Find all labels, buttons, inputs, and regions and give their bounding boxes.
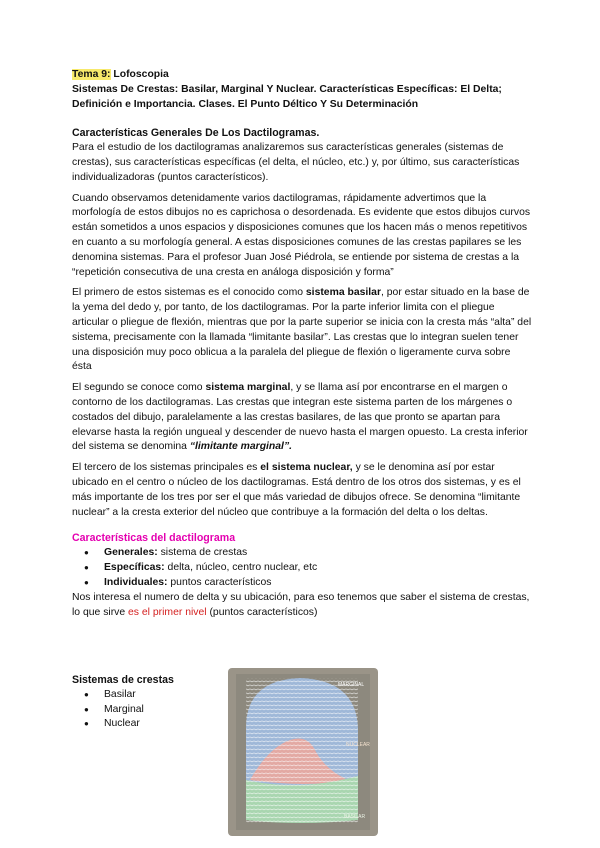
systems-list: [72, 688, 222, 732]
term-nuclear: el sistema nuclear,: [260, 462, 353, 474]
label-basilar: BASILAR: [344, 814, 366, 820]
text-run: , por estar situado en la base de la yema del dedo y, por tanto, de los dactilogramas. Por la parte inferior limita con el pliegue articular o pliegue de flexión, mientras que por la parte superior se inicia con la cresta más “alta” del sistema, precisamente con la llamada “limitante basilar”. Las crestas que lo integran suelen tener una disposición muy poco oblicua a la paralela del pliegue de flexión o ligeramente curva sobre ésta: [72, 287, 532, 373]
item-label: Individuales:: [104, 576, 168, 588]
label-marginal: MARGINAL: [338, 682, 365, 688]
paragraph-intro: Para el estudio de los dactilogramas analizaremos sus características generales (sistemas de crestas), sus características específicas (el delta, el núcleo, etc.) y, por último, sus características individualizadoras (puntos característicos).: [72, 142, 520, 183]
features-note: [72, 591, 532, 621]
systems-block: [72, 673, 222, 732]
systems-heading: Sistemas de crestas: [72, 674, 174, 686]
term-basilar: sistema basilar: [305, 287, 381, 299]
text-run: Nos interesa el numero de delta y su ubicación, para eso tenemos que saber el sistema de crestas, lo que sirve: [72, 591, 530, 618]
paragraph-basilar: [72, 286, 532, 375]
item-text: puntos característicos: [167, 576, 272, 588]
document-body: [72, 68, 532, 626]
fingerprint-figure: [228, 668, 378, 836]
title-block: [72, 68, 532, 112]
term-marginal: sistema marginal: [205, 382, 291, 394]
item-text: delta, núcleo, centro nuclear, etc: [164, 562, 318, 574]
text-run: y se le denomina así por estar ubicado en el centro o núcleo de los dactilogramas. Está dentro de los otros dos sistemas, y es el más importante de los tres por ser el que más variedad de dibujos ofrece. Se denomina “limitante nuclear” a la cresta exterior del núcleo que contribuye a la formación del delta o los deltas.: [72, 462, 521, 518]
item-text: sistema de crestas: [157, 547, 248, 559]
general-heading: Características Generales De Los Dactilogramas.: [72, 127, 320, 140]
list-item: ● Nuclear: [104, 717, 222, 732]
highlight-red: es el primer nivel: [128, 606, 207, 618]
subtitle: Sistemas De Crestas: Basilar, Marginal Y Nuclear. Características Específicas: El Delta; Definición e Importancia. Clases. El Punto Déltico Y Su Determinación: [72, 83, 502, 110]
label-nuclear: NUCLEAR: [346, 742, 370, 748]
list-item: ● Basilar: [104, 688, 222, 703]
paragraph-systems: Cuando observamos detenidamente varios dactilogramas, rápidamente advertimos que la morfología de estos dibujos no es caprichosa o desordenada. Es evidente que estos dibujos curvos están sometidos a unos espacios y disposiciones comunes que los hacen más o menos repetitivos en cuanto a su morfología general. A estas disposiciones comunes de las crestas papilares se les denomina sistemas. Para el profesor Juan José Piédrola, se entiende por sistema de crestas a la “repetición consecutiva de una cresta en análoga disposición y forma”: [72, 192, 531, 278]
ridge-texture: [246, 678, 358, 824]
tema-label: Tema 9:: [72, 69, 111, 80]
text-run: El tercero de los sistemas principales es: [72, 462, 261, 474]
item-label: Específicas:: [104, 562, 165, 574]
list-item: [104, 561, 532, 576]
tema-title: Lofoscopia: [110, 69, 169, 80]
term-limitante-marginal: “limitante marginal”.: [189, 441, 293, 453]
paragraph-nuclear: [72, 461, 532, 520]
features-list: [72, 546, 532, 590]
text-run: El segundo se conoce como: [72, 382, 206, 394]
list-item: [104, 546, 532, 561]
paragraph-marginal: [72, 381, 532, 455]
features-heading: Características del dactilograma: [72, 532, 236, 545]
list-item: ● Marginal: [104, 703, 222, 718]
text-run: (puntos característicos): [206, 606, 318, 618]
text-run: , y se llama así por encontrarse en el margen o contorno de los dactilogramas. Las crestas que integran este sistema parten de los márgenes o costados del dibujo, paralelamente a las crestas basilares, de las que pronto se apartan para elevarse hasta la región ungueal y descender de nuevo hasta el margen opuesto. La cresta inferior del sistema se denomina: [72, 382, 528, 453]
list-item: [104, 576, 532, 591]
text-run: El primero de estos sistemas es el conocido como: [72, 287, 306, 299]
item-label: Generales:: [104, 547, 158, 559]
fingerprint-image: [228, 668, 378, 836]
